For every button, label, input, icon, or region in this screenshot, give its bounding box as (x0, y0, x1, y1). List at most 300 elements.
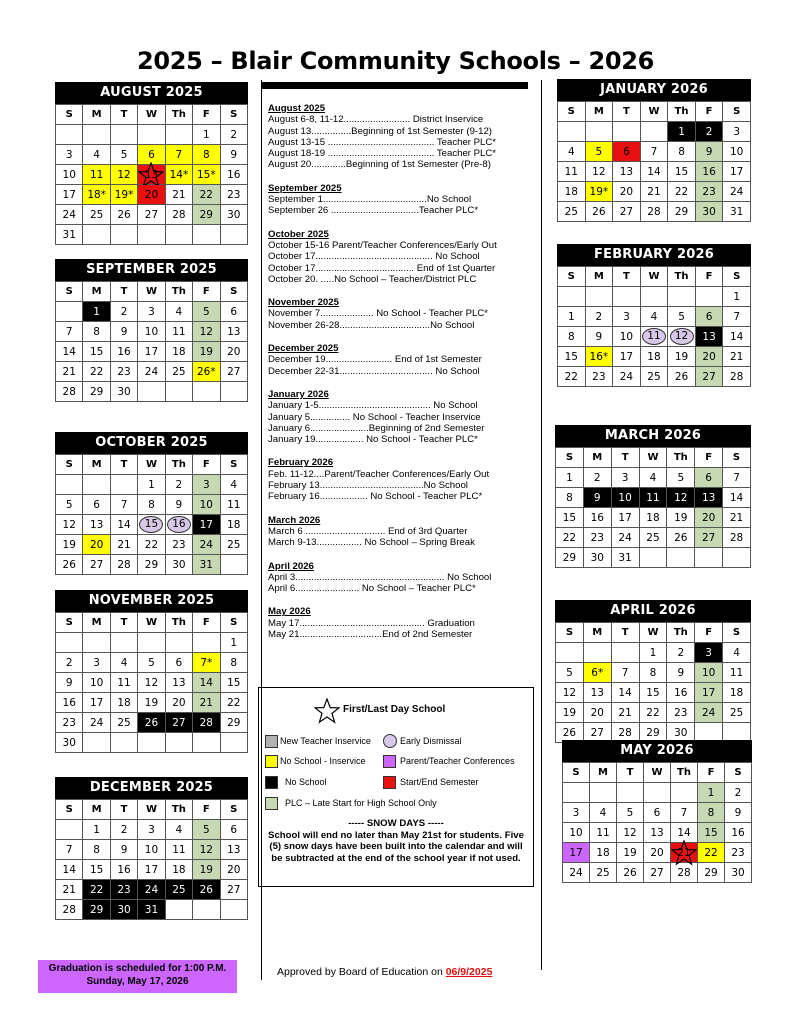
day-cell (668, 202, 696, 222)
event-line: September 1.......................................No School (268, 194, 472, 206)
day-number: 23 (590, 531, 604, 544)
weekday-label: Th (668, 267, 696, 287)
day-cell (83, 125, 110, 145)
day-number: 25 (117, 716, 131, 729)
weekday-label: T (110, 613, 137, 633)
day-cell (165, 820, 192, 840)
day-number: 1 (93, 305, 100, 318)
day-cell (110, 535, 137, 555)
day-cell (220, 673, 247, 693)
day-cell (671, 783, 698, 803)
day-cell (667, 548, 695, 568)
day-number: 16 (117, 863, 131, 876)
day-number: 30 (172, 558, 186, 571)
day-cell (110, 225, 137, 245)
day-number: 13 (702, 330, 716, 343)
day-number: 28 (62, 903, 76, 916)
day-cell (640, 202, 668, 222)
day-cell (668, 142, 696, 162)
day-cell (695, 162, 723, 182)
weekday-label: T (613, 102, 641, 122)
day-cell (193, 673, 220, 693)
day-number: 27 (227, 365, 241, 378)
day-cell (83, 165, 110, 185)
event-group (268, 389, 518, 445)
calendar-may (562, 740, 752, 883)
day-number: 26 (144, 716, 159, 729)
weekday-label: Th (671, 763, 698, 783)
day-number: 19* (589, 185, 609, 198)
day-cell (165, 515, 192, 535)
day-cell (56, 820, 83, 840)
calendar-feb (557, 244, 751, 387)
day-number: 22 (89, 883, 104, 896)
day-number: 27 (172, 716, 186, 729)
day-number: 21 (62, 365, 76, 378)
day-cell (556, 528, 584, 548)
day-cell (668, 287, 696, 307)
day-cell (563, 803, 590, 823)
event-group (268, 229, 518, 285)
day-cell (138, 673, 165, 693)
day-number: 1 (649, 646, 657, 659)
approval-note (277, 966, 492, 978)
day-number: 26 (62, 558, 76, 571)
day-number: 24 (619, 370, 634, 383)
weekday-label: F (695, 623, 723, 643)
day-cell (585, 122, 613, 142)
day-cell (558, 287, 586, 307)
day-number: 25 (596, 866, 610, 879)
day-number: 21 (117, 538, 131, 551)
day-cell (668, 367, 696, 387)
day-cell (668, 327, 696, 347)
day-cell (220, 555, 247, 575)
month-grid (557, 101, 751, 222)
day-cell (698, 843, 725, 863)
day-cell (563, 843, 590, 863)
calendar-mar (555, 425, 751, 568)
day-number: 4 (599, 806, 607, 819)
approval-date: 06/9/2025 (445, 966, 493, 978)
day-cell (671, 803, 698, 823)
day-cell (165, 653, 192, 673)
day-cell (138, 145, 165, 165)
day-cell (723, 142, 751, 162)
event-line: October 20. .....No School – Teacher/District PLC (268, 273, 477, 285)
day-number: 29 (89, 903, 104, 916)
day-cell (165, 382, 192, 402)
day-cell (723, 347, 751, 367)
day-cell (83, 185, 110, 205)
day-number: 21 (647, 185, 661, 198)
day-cell (220, 165, 247, 185)
early-dismissal-marker: 15 (139, 516, 163, 533)
day-number: 23 (592, 370, 606, 383)
weekday-label: S (723, 448, 751, 468)
legend-swatch-semester (383, 776, 396, 789)
day-number: 26 (199, 883, 213, 896)
day-number: 11 (172, 843, 186, 856)
day-cell (165, 535, 192, 555)
weekday-label: S (556, 448, 584, 468)
day-number: 6* (591, 666, 604, 679)
day-cell (83, 495, 110, 515)
weekday-label: W (639, 623, 667, 643)
day-number: 18 (729, 686, 744, 699)
day-cell (556, 663, 584, 683)
day-number: 14 (117, 518, 131, 531)
weekday-label: F (193, 105, 220, 125)
day-number: 2 (593, 471, 601, 484)
day-cell (590, 863, 617, 883)
day-number: 19 (62, 538, 76, 551)
event-group-title: December 2025 (268, 343, 339, 355)
event-line: November 26-28..................................No School (268, 319, 475, 331)
day-number: 9 (593, 491, 601, 504)
day-number: 6 (653, 806, 661, 819)
day-cell (110, 382, 137, 402)
day-number: 24 (144, 365, 159, 378)
day-cell (585, 202, 613, 222)
day-number: 17 (618, 511, 632, 524)
day-number: 18 (227, 518, 241, 531)
weekday-label: S (220, 455, 247, 475)
day-cell (695, 287, 723, 307)
day-cell (585, 162, 613, 182)
day-number: 13 (89, 518, 104, 531)
day-cell (165, 860, 192, 880)
day-number: 28 (647, 205, 661, 218)
day-number: 18 (172, 863, 186, 876)
day-number: 3 (148, 305, 155, 318)
day-cell (138, 342, 165, 362)
day-number: 22 (89, 365, 104, 378)
weekday-label: Th (668, 102, 696, 122)
day-cell (56, 205, 83, 225)
weekday-label: Th (165, 105, 192, 125)
day-number: 22 (227, 696, 241, 709)
day-cell (695, 327, 723, 347)
day-number: 22 (562, 531, 577, 544)
day-cell (220, 475, 247, 495)
day-number: 3 (65, 148, 73, 161)
day-cell (220, 653, 247, 673)
legend-box (258, 687, 534, 887)
month-grid (55, 454, 248, 575)
day-cell (138, 820, 165, 840)
day-cell (138, 860, 165, 880)
weekday-label: W (138, 800, 165, 820)
event-line: January 19.................. No School - Teacher PLC* (268, 434, 478, 446)
day-number: 18 (646, 511, 660, 524)
weekday-label: T (110, 282, 137, 302)
day-cell (56, 302, 83, 322)
day-cell (56, 900, 83, 920)
day-number: 11 (646, 491, 660, 504)
day-number: 1 (230, 636, 238, 649)
day-cell (83, 820, 110, 840)
day-number: 3 (148, 823, 155, 836)
day-number: 17 (144, 863, 159, 876)
day-number: 25 (227, 538, 241, 551)
weekday-label: F (193, 613, 220, 633)
day-cell (83, 653, 110, 673)
day-number: 6 (705, 471, 712, 484)
day-number: 19 (199, 345, 213, 358)
day-number: 12 (117, 168, 131, 181)
day-cell (556, 643, 584, 663)
month-header: NOVEMBER 2025 (55, 590, 248, 612)
day-cell (110, 475, 137, 495)
day-cell (639, 488, 667, 508)
month-grid (557, 266, 751, 387)
day-number: 1 (93, 823, 100, 836)
day-cell (617, 843, 644, 863)
day-cell (583, 488, 611, 508)
event-group-title: January 2026 (268, 388, 329, 400)
day-number: 31 (730, 205, 744, 218)
day-cell (668, 307, 696, 327)
day-cell (558, 142, 586, 162)
day-number: 13 (650, 826, 664, 839)
day-cell (695, 307, 723, 327)
day-cell (583, 468, 611, 488)
day-cell (611, 548, 639, 568)
day-number: 11 (117, 676, 131, 689)
day-number: 13 (590, 686, 604, 699)
day-number: 3 (623, 310, 630, 323)
day-number: 18 (647, 350, 661, 363)
day-cell (138, 633, 165, 653)
day-number: 14 (199, 676, 213, 689)
day-number: 15 (562, 511, 577, 524)
event-line: August 20.............Beginning of 1st Semester (Pre-8) (268, 159, 491, 171)
day-cell (558, 307, 586, 327)
event-group (268, 561, 518, 595)
day-number: 29 (674, 205, 689, 218)
day-cell (165, 475, 192, 495)
day-cell (695, 347, 723, 367)
day-number: 27 (144, 208, 159, 221)
day-cell (698, 863, 725, 883)
day-number: 6 (705, 310, 713, 323)
day-cell (556, 468, 584, 488)
graduation-line2: Sunday, May 17, 2026 (86, 975, 189, 987)
day-number: 19 (623, 846, 637, 859)
day-cell (640, 142, 668, 162)
day-cell (56, 653, 83, 673)
weekday-label: F (698, 763, 725, 783)
day-number: 30 (702, 205, 716, 218)
month-grid (55, 612, 248, 753)
day-cell (583, 528, 611, 548)
day-cell (193, 382, 220, 402)
day-cell (558, 327, 586, 347)
day-number: 25 (172, 365, 186, 378)
day-number: 7* (200, 656, 213, 669)
weekday-label: S (723, 102, 751, 122)
day-cell (590, 843, 617, 863)
day-cell (56, 362, 83, 382)
day-number: 8 (202, 148, 210, 161)
day-number: 7 (680, 806, 688, 819)
weekday-label: T (611, 448, 639, 468)
day-cell (723, 182, 751, 202)
day-number: 11 (89, 168, 104, 181)
day-cell (590, 783, 617, 803)
day-number: 8 (93, 843, 100, 856)
day-cell (193, 693, 220, 713)
day-number: 24 (701, 706, 716, 719)
day-cell (613, 307, 641, 327)
day-cell (110, 185, 137, 205)
day-number: 24 (89, 716, 104, 729)
day-number: 23 (117, 365, 131, 378)
day-cell (165, 840, 192, 860)
weekday-label: W (138, 455, 165, 475)
day-number: 10 (144, 325, 159, 338)
weekday-label: W (138, 282, 165, 302)
day-number: 9 (705, 145, 713, 158)
event-line: February 16.................. No School - Teacher PLC* (268, 491, 483, 503)
star-icon (314, 698, 340, 724)
day-number: 1 (202, 128, 210, 141)
day-cell (617, 803, 644, 823)
day-cell (220, 880, 247, 900)
day-cell (110, 733, 137, 753)
day-cell (639, 508, 667, 528)
event-line: January 6......................Beginning of 2nd Semester (268, 422, 485, 434)
day-number: 8 (649, 666, 657, 679)
event-line: Feb. 11-12....Parent/Teacher Conferences/Early Out (268, 468, 490, 480)
event-line: January 1-5.......................................... No School (268, 400, 478, 412)
day-cell (165, 225, 192, 245)
day-number: 7 (120, 498, 128, 511)
day-cell (138, 475, 165, 495)
day-number: 10 (89, 676, 104, 689)
weekday-label: T (110, 455, 137, 475)
day-number: 16* (589, 350, 609, 363)
day-cell (193, 362, 220, 382)
day-cell (138, 495, 165, 515)
day-cell (220, 693, 247, 713)
day-number: 6 (623, 145, 630, 158)
day-number: 24 (730, 185, 744, 198)
day-cell (56, 475, 83, 495)
day-number: 20 (590, 706, 604, 719)
day-number: 26 (623, 866, 637, 879)
day-cell (695, 548, 723, 568)
day-number: 4 (650, 310, 658, 323)
weekday-label: W (640, 267, 668, 287)
month-grid (55, 104, 248, 245)
day-number: 17 (89, 696, 104, 709)
day-cell (138, 225, 165, 245)
day-cell (56, 382, 83, 402)
day-cell (110, 653, 137, 673)
event-group-title: October 2025 (268, 228, 329, 240)
day-cell (165, 880, 192, 900)
month-grid (55, 799, 248, 920)
day-number: 13 (619, 165, 634, 178)
day-cell (667, 643, 695, 663)
day-cell (83, 515, 110, 535)
day-cell (165, 302, 192, 322)
weekday-label: S (220, 800, 247, 820)
day-cell (83, 535, 110, 555)
day-cell (138, 535, 165, 555)
day-number: 9 (120, 843, 128, 856)
day-number: 28 (729, 531, 744, 544)
day-number: 10 (730, 145, 744, 158)
day-number: 12 (199, 843, 213, 856)
day-number: 10 (199, 498, 213, 511)
day-cell (220, 145, 247, 165)
column-divider-right (541, 80, 542, 970)
weekday-label: F (193, 282, 220, 302)
legend-label: Early Dismissal (400, 736, 462, 746)
day-number: 17 (62, 188, 76, 201)
day-cell (220, 382, 247, 402)
day-number: 30 (117, 903, 131, 916)
day-number: 6 (93, 498, 100, 511)
day-cell (611, 643, 639, 663)
day-cell (723, 488, 751, 508)
day-cell (613, 142, 641, 162)
weekday-label: S (220, 282, 247, 302)
weekday-label: S (56, 613, 83, 633)
day-number: 19 (144, 696, 159, 709)
day-number: 1 (567, 310, 575, 323)
day-number: 9 (120, 325, 128, 338)
day-cell (613, 182, 641, 202)
day-number: 8 (707, 806, 715, 819)
day-cell (110, 900, 137, 920)
day-cell (138, 205, 165, 225)
day-cell (193, 495, 220, 515)
day-number: 10 (144, 843, 159, 856)
day-cell (138, 322, 165, 342)
day-number: 11 (729, 666, 744, 679)
day-number: 22 (674, 185, 689, 198)
day-cell (220, 733, 247, 753)
weekday-label: S (723, 623, 751, 643)
day-number: 20 (227, 863, 241, 876)
day-number: 29 (89, 385, 104, 398)
day-cell (56, 880, 83, 900)
event-group (268, 297, 518, 331)
weekday-label: S (220, 613, 247, 633)
day-cell (558, 182, 586, 202)
day-cell (723, 122, 751, 142)
day-cell (723, 202, 751, 222)
day-cell (56, 693, 83, 713)
day-cell (617, 823, 644, 843)
day-cell (83, 880, 110, 900)
day-number: 7 (175, 148, 183, 161)
weekday-label: S (56, 800, 83, 820)
day-cell (611, 468, 639, 488)
day-number: 5 (626, 806, 634, 819)
day-number: 13 (144, 168, 159, 181)
day-cell (725, 863, 752, 883)
day-cell (56, 515, 83, 535)
day-number: 30 (227, 208, 241, 221)
day-cell (583, 548, 611, 568)
day-number: 28 (677, 866, 691, 879)
day-number: 14 (62, 863, 76, 876)
